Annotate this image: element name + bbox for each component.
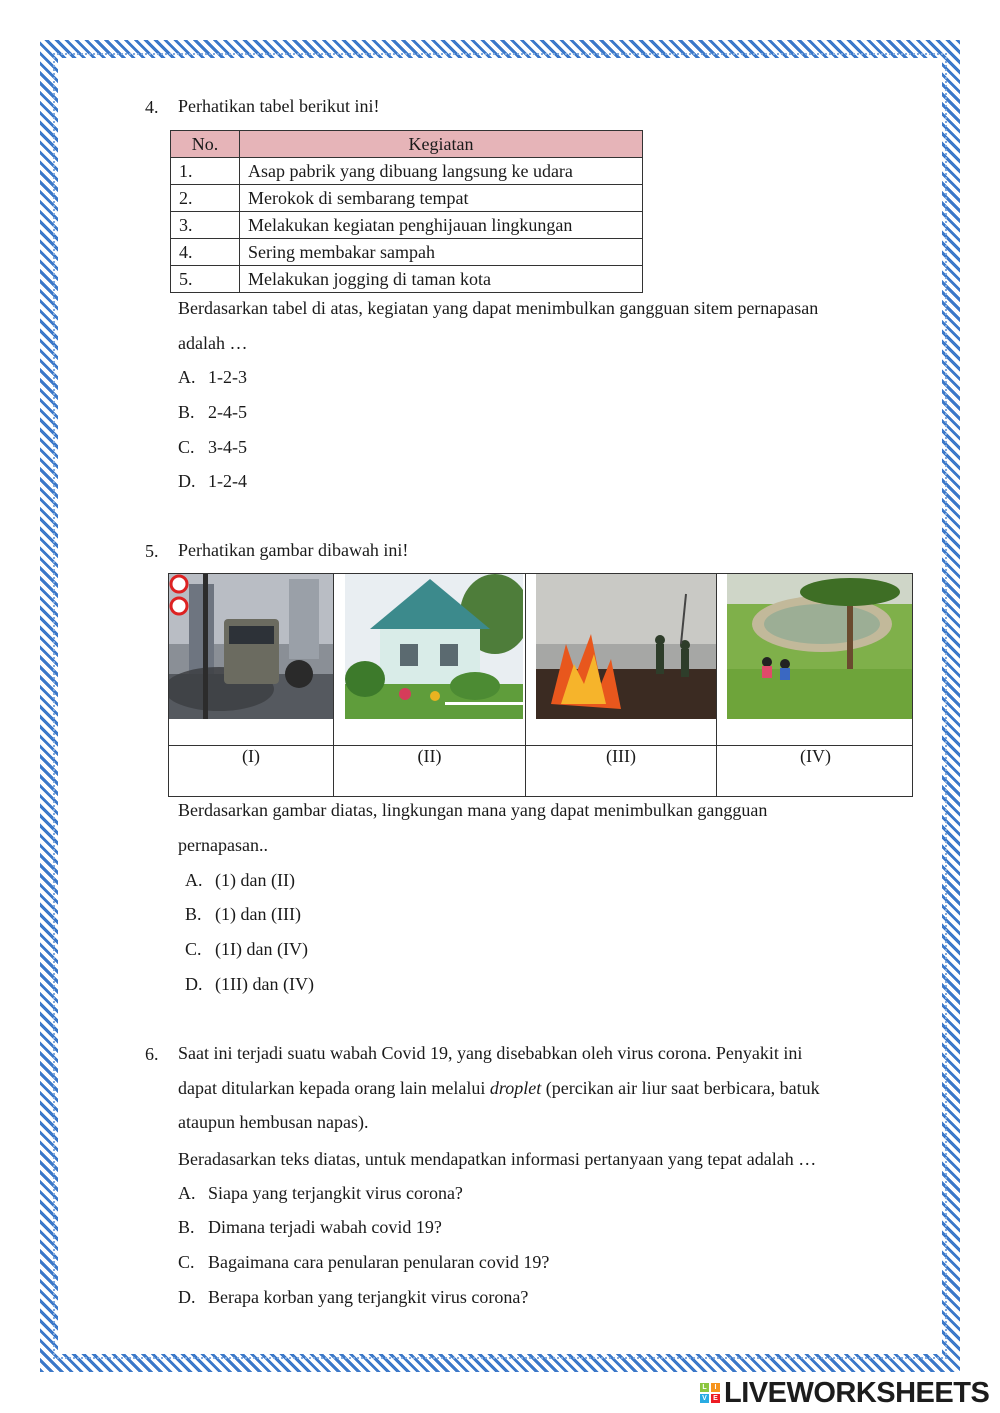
option-text: 1-2-3 <box>208 367 247 387</box>
picture-cell-1 <box>169 574 334 796</box>
brand-text: LIVEWORKSHEETS <box>724 1376 990 1409</box>
option-letter: A. <box>178 1183 196 1203</box>
table-cell-no: 5. <box>171 266 240 293</box>
city-park-photo <box>727 574 912 719</box>
table-cell-no: 1. <box>171 158 240 185</box>
table-row <box>171 239 643 266</box>
brand-mark-icon <box>700 1383 720 1403</box>
q6-question: Beradasarkan teks diatas, untuk mendapatkan informasi pertanyaan yang tepat adalah … <box>178 1149 817 1169</box>
brand-mark-i: I <box>711 1383 720 1392</box>
table-cell-activity: Melakukan jogging di taman kota <box>240 266 643 293</box>
option-letter: C. <box>178 437 195 457</box>
q5-option-c[interactable] <box>185 940 308 958</box>
q6-line2-italic: droplet <box>489 1078 542 1098</box>
option-letter: D. <box>185 974 203 994</box>
picture-label: (II) <box>417 746 442 766</box>
picture-cell-2 <box>334 574 526 796</box>
q5-prompt: Perhatikan gambar dibawah ini! <box>178 540 409 560</box>
table-cell-no: 4. <box>171 239 240 266</box>
option-letter: C. <box>178 1252 195 1272</box>
option-text: 2-4-5 <box>208 402 247 422</box>
option-letter: A. <box>185 870 203 890</box>
q4-table <box>170 130 643 293</box>
table-cell-activity: Asap pabrik yang dibuang langsung ke udara <box>240 158 643 185</box>
q6-option-b[interactable] <box>178 1218 442 1236</box>
table-cell-activity: Melakukan kegiatan penghijauan lingkungan <box>240 212 643 239</box>
liveworksheets-logo[interactable] <box>700 1378 989 1408</box>
option-text: (1II) dan (IV) <box>215 974 314 994</box>
brand-mark-v: V <box>700 1394 709 1403</box>
q4-option-b[interactable] <box>178 403 247 421</box>
q4-prompt: Perhatikan tabel berikut ini! <box>178 96 380 116</box>
picture-label: (I) <box>242 746 260 766</box>
q4-question-line2: adalah … <box>178 333 248 353</box>
q5-number: 5. <box>145 541 159 561</box>
option-text: (1I) dan (IV) <box>215 939 308 959</box>
q4-option-c[interactable] <box>178 438 247 456</box>
option-text: Berapa korban yang terjangkit virus corona? <box>208 1287 529 1307</box>
table-header-no: No. <box>171 131 240 158</box>
traffic-smoke-photo <box>169 574 333 719</box>
q6-line3: ataupun hembusan napas). <box>178 1112 369 1132</box>
option-text: (1) dan (III) <box>215 904 301 924</box>
q4-number: 4. <box>145 97 159 117</box>
table-cell-no: 3. <box>171 212 240 239</box>
q4-question-line1: Berdasarkan tabel di atas, kegiatan yang dapat menimbulkan gangguan sitem pernapasan <box>178 298 819 318</box>
option-letter: B. <box>178 1217 195 1237</box>
option-text: Bagaimana cara penularan penularan covid 19? <box>208 1252 550 1272</box>
option-letter: B. <box>185 904 202 924</box>
house-garden-photo <box>345 574 523 719</box>
option-letter: D. <box>178 471 196 491</box>
picture-label: (IV) <box>800 746 831 766</box>
option-text: 1-2-4 <box>208 471 247 491</box>
q5-option-a[interactable] <box>185 871 295 889</box>
forest-fire-photo <box>536 574 716 719</box>
q6-option-a[interactable] <box>178 1184 463 1202</box>
q6-line2-post: (percikan air liur saat berbicara, batuk <box>541 1078 820 1098</box>
q5-question-line1: Berdasarkan gambar diatas, lingkungan mana yang dapat menimbulkan gangguan <box>178 800 768 820</box>
table-cell-activity: Merokok di sembarang tempat <box>240 185 643 212</box>
q4-option-a[interactable] <box>178 368 247 386</box>
option-letter: D. <box>178 1287 196 1307</box>
table-cell-no: 2. <box>171 185 240 212</box>
q6-line2-pre: dapat ditularkan kepada orang lain melalui <box>178 1078 490 1098</box>
q6-line1: Saat ini terjadi suatu wabah Covid 19, yang disebabkan oleh virus corona. Penyakit ini <box>178 1043 803 1063</box>
table-header-row <box>171 131 643 158</box>
option-text: (1) dan (II) <box>215 870 295 890</box>
option-text: 3-4-5 <box>208 437 247 457</box>
table-header-kegiatan: Kegiatan <box>240 131 643 158</box>
picture-cell-3 <box>526 574 717 796</box>
q6-option-d[interactable] <box>178 1288 528 1306</box>
q5-picture-table <box>168 573 913 797</box>
brand-mark-l: L <box>700 1383 709 1392</box>
q5-question-line2: pernapasan.. <box>178 835 268 855</box>
table-row <box>171 212 643 239</box>
table-cell-activity: Sering membakar sampah <box>240 239 643 266</box>
option-letter: B. <box>178 402 195 422</box>
q6-number: 6. <box>145 1044 159 1064</box>
q6-line2 <box>178 1079 820 1097</box>
option-letter: C. <box>185 939 202 959</box>
picture-cell-4 <box>717 574 914 796</box>
option-text: Siapa yang terjangkit virus corona? <box>208 1183 463 1203</box>
picture-label: (III) <box>606 746 636 766</box>
table-row <box>171 158 643 185</box>
option-text: Dimana terjadi wabah covid 19? <box>208 1217 442 1237</box>
q6-option-c[interactable] <box>178 1253 549 1271</box>
brand-mark-e: E <box>711 1394 720 1403</box>
q4-option-d[interactable] <box>178 472 247 490</box>
option-letter: A. <box>178 367 196 387</box>
table-row <box>171 185 643 212</box>
table-row <box>171 266 643 293</box>
q5-option-d[interactable] <box>185 975 314 993</box>
q5-option-b[interactable] <box>185 905 301 923</box>
